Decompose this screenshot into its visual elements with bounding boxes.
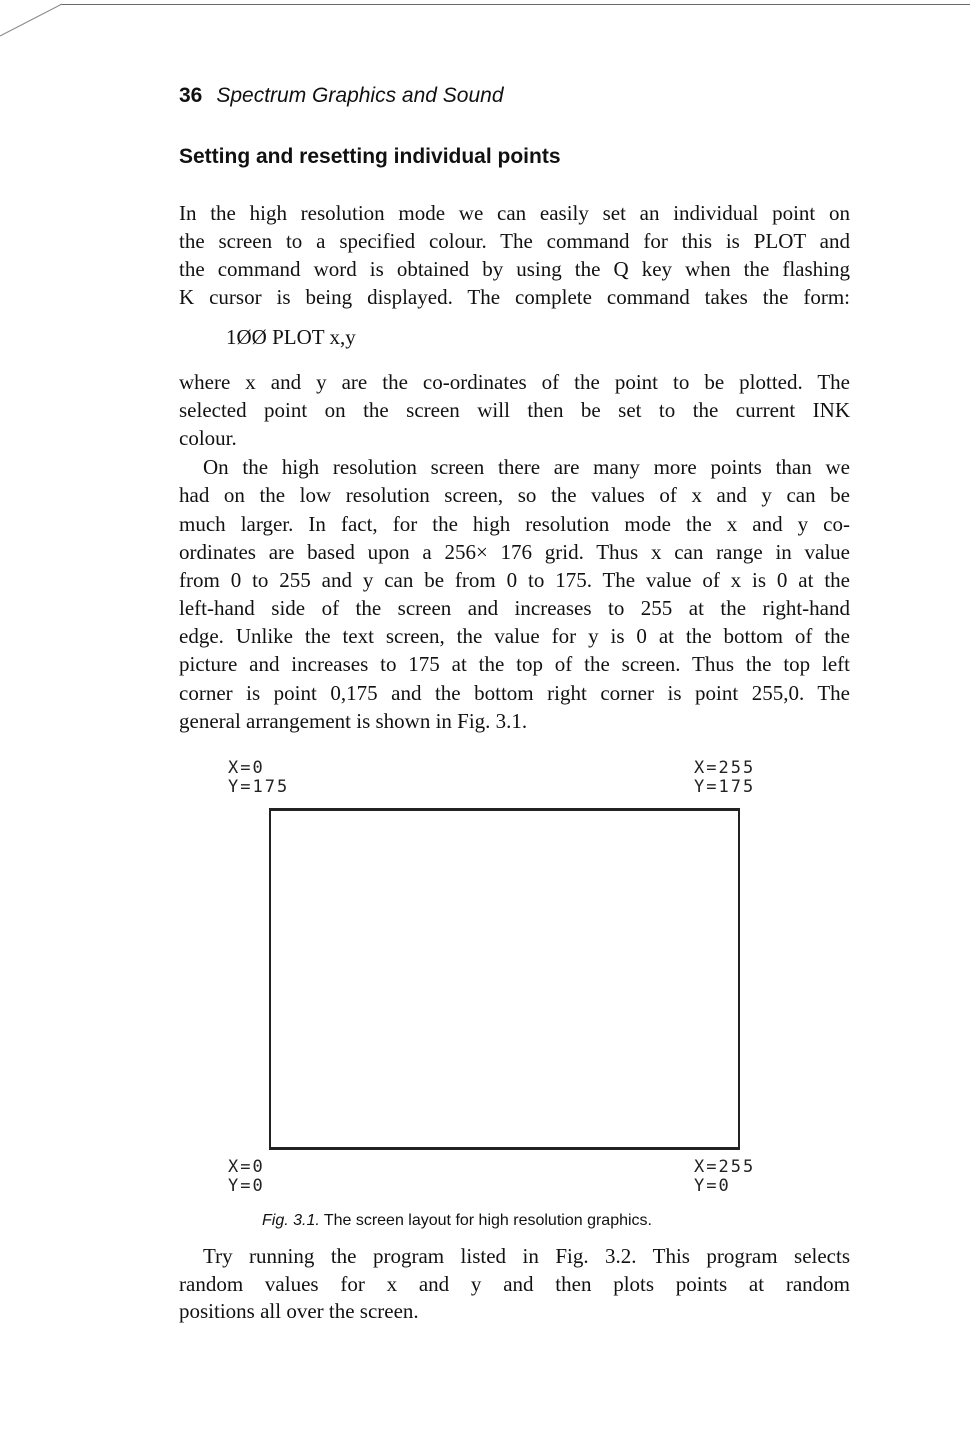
figure-caption <box>262 1212 652 1230</box>
bottom-left-x-label: X=0 <box>228 1157 265 1177</box>
closing-line: random values for x and y and then plots points at random <box>179 1272 850 1296</box>
code-example: 1ØØ PLOT x,y <box>226 325 356 349</box>
bottom-right-y-label: Y=0 <box>694 1176 731 1196</box>
explanation-line: picture and increases to 175 at the top of the screen. Thus the top left <box>179 652 850 676</box>
top-right-x-label: X=255 <box>694 758 756 778</box>
page-number: 36 <box>179 84 203 107</box>
running-title: Spectrum Graphics and Sound <box>216 84 504 107</box>
explanation-line: ordinates are based upon a 256× 176 grid. Thus x can range in value <box>179 540 850 564</box>
explanation-line: left-hand side of the screen and increases to 255 at the right-hand <box>179 596 850 620</box>
top-right-y-label: Y=175 <box>694 777 756 797</box>
after-code-line: selected point on the screen will then be set to the current INK <box>179 398 850 422</box>
explanation-line: corner is point 0,175 and the bottom right corner is point 255,0. The <box>179 681 850 705</box>
intro-line: the screen to a specified colour. The command for this is PLOT and <box>179 229 850 253</box>
caption-label: Fig. 3.1. <box>262 1212 320 1229</box>
after-code-line: colour. <box>179 426 237 450</box>
section-heading: Setting and resetting individual points <box>179 145 561 168</box>
intro-line: In the high resolution mode we can easily set an individual point on <box>179 201 850 225</box>
scan-top-rule <box>60 4 970 5</box>
top-left-y-label: Y=175 <box>228 777 290 797</box>
running-head <box>179 84 504 108</box>
intro-line: the command word is obtained by using the Q key when the flashing <box>179 257 850 281</box>
caption-text: The screen layout for high resolution graphics. <box>323 1212 652 1229</box>
scan-corner-mark <box>0 0 80 40</box>
bottom-left-y-label: Y=0 <box>228 1176 265 1196</box>
top-left-x-label: X=0 <box>228 758 265 778</box>
intro-line: K cursor is being displayed. The complete command takes the form: <box>179 285 850 309</box>
explanation-line: general arrangement is shown in Fig. 3.1. <box>179 709 528 733</box>
closing-line: positions all over the screen. <box>179 1299 419 1323</box>
closing-line: Try running the program listed in Fig. 3.2. This program selects <box>203 1244 850 1268</box>
bottom-right-x-label: X=255 <box>694 1157 756 1177</box>
screen-outline <box>269 808 740 1150</box>
explanation-line: from 0 to 255 and y can be from 0 to 175. The value of x is 0 at the <box>179 568 850 592</box>
explanation-line: much larger. In fact, for the high resolution mode the x and y co- <box>179 512 850 536</box>
explanation-line: had on the low resolution screen, so the values of x and y can be <box>179 483 850 507</box>
explanation-line: edge. Unlike the text screen, the value for y is 0 at the bottom of the <box>179 624 850 648</box>
after-code-line: where x and y are the co-ordinates of the point to be plotted. The <box>179 370 850 394</box>
explanation-line: On the high resolution screen there are many more points than we <box>203 455 850 479</box>
